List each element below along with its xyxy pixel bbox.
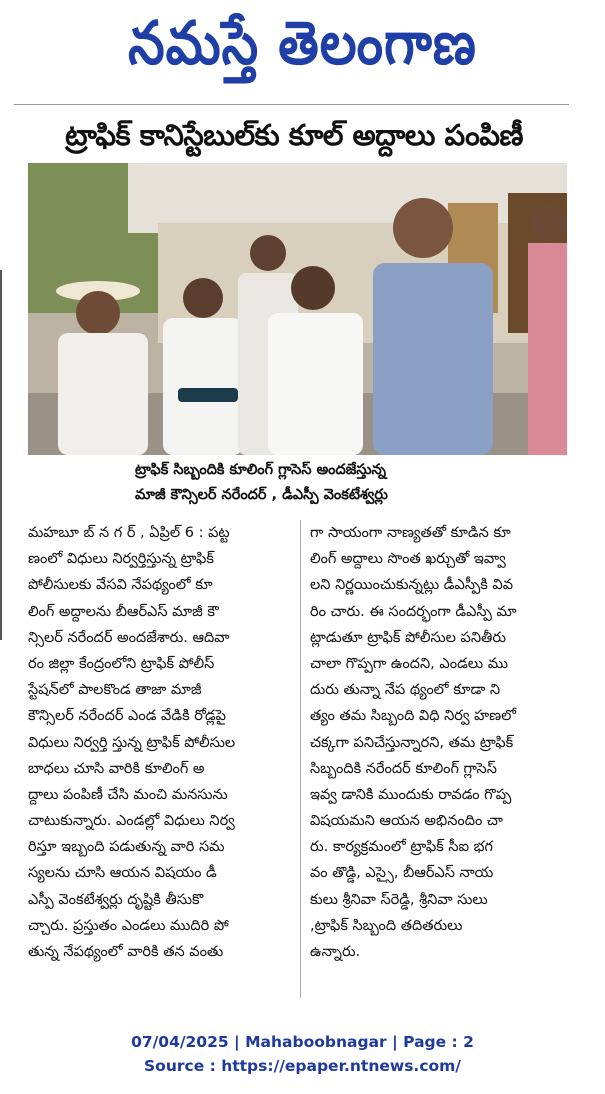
article-line: లింగ్ అద్దాలను బీఆర్ఎస్ మాజీ కౌ [28, 603, 219, 620]
article-line: ఉన్నారు. [310, 944, 361, 960]
article-line: తున్న నేపథ్యంలో వారికి తన వంతు [28, 944, 224, 960]
article-line: దురు తున్నా నేప థ్యంలో కూడా ని [310, 682, 501, 699]
masthead-title: నమస్తే తెలంగాణ [128, 9, 477, 79]
article-headline: ట్రాఫిక్ కానిస్టేబుల్‌కు కూల్ అద్దాలు పంపిణీ [65, 118, 523, 152]
article-line: బాధలు చూసి వారికి కూలింగ్ అ [28, 760, 205, 777]
article-line: చాలా గొప్పగా ఉందని, ఎండలు ము [310, 655, 509, 672]
article-line: లని నిర్ణయించుకున్నట్లు డీఎస్పీకి వివ [310, 577, 514, 594]
article-line: ద్దాలు పంపిణీ చేసి మంచి మనసును [28, 786, 228, 803]
article-line: స్యలను చూసి ఆయన విషయం డీ [28, 865, 217, 882]
page-footer [0, 1030, 605, 1078]
footer-dateline: 07/04/2025 | Mahaboobnagar | Page : 2 [131, 1033, 474, 1051]
article-line: రం జిల్లా కేంద్రంలోని ట్రాఫిక్ పోలీస్ [28, 655, 215, 672]
article-column-left [28, 520, 296, 965]
article-line: చక్కగా పనిచేస్తున్నారని, తమ ట్రాఫిక్ [310, 734, 514, 751]
photo-illustration [28, 163, 567, 455]
article-line: త్యం తమ సిబ్బంది విధి నిర్వ హణలో [310, 708, 516, 725]
article-line: న్సిలర్ నరేందర్ అందజేశారు. ఆదివా [28, 629, 230, 646]
article-column-right [310, 520, 572, 965]
article-line: విధులు నిర్వర్తి స్తున్న ట్రాఫిక్ పోలీసుల [28, 734, 236, 751]
article-line: పోలీసులకు వేసవి నేపథ్యంలో కూ [28, 577, 213, 594]
article-line: రిస్తూ ఇబ్బంది పడుతున్న వారి సమ [28, 839, 225, 856]
article-line: వం తొడ్డి, ఎస్సై, బీఆర్ఎస్ నాయ [310, 865, 494, 882]
column-divider [300, 520, 301, 998]
page-edge-divider [0, 270, 2, 640]
headline-rule [14, 104, 569, 105]
caption-line-1: ట్రాఫిక్ సిబ్బందికి కూలింగ్ గ్లాసెస్ అందజేస్తున్న [135, 462, 387, 478]
article-line: విషయమని ఆయన అభినందిం చా [310, 813, 503, 830]
article-line: చ్చారు. ప్రస్తుతం ఎండలు ముదిరి పో [28, 917, 229, 934]
article-line: ఎస్పీ వెంకటేశ్వర్లు దృష్టికి తీసుకొ [28, 891, 204, 908]
article-line: స్టేషన్‌లో పాలకొండ తాజా మాజీ [28, 682, 202, 699]
article-line: కులు శ్రీనివా స్‌రెడ్డి, శ్రీనివా సులు [310, 891, 488, 908]
article-line: కౌన్సిలర్ నరేందర్ ఎండ వేడికి రోడ్లపై [28, 708, 226, 725]
news-photo [28, 163, 567, 455]
article-line: ఇవ్వ డానికి ముందుకు రావడం గొప్ప [310, 786, 512, 803]
article-line: గా సాయంగా నాణ్యతతో కూడిన కూ [310, 525, 511, 541]
article-line: రిం చారు. ఈ సందర్భంగా డీఎస్పీ మా [310, 603, 517, 620]
article-line: మహబూ బ్ న గ ర్ , ఏప్రిల్ 6 : పట్ట [28, 525, 230, 541]
article-line: ట్లాడుతూ ట్రాఫిక్ పోలీసుల పనితీరు [310, 629, 506, 646]
caption-line-2: మాజీ కౌన్సిలర్ నరేందర్ , డీఎస్పీ వెంకటేశ్వర్లు [135, 487, 388, 503]
article-line: ,ట్రాఫిక్ సిబ్బంది తదితరులు [310, 917, 463, 934]
article-line: చాటుకున్నారు. ఎండల్లో విధులు నిర్వ [28, 813, 235, 830]
article-line: సిబ్బందికి నరేందర్ కూలింగ్ గ్లాసెస్ [310, 760, 497, 777]
article-line: ణంలో విధులు నిర్వర్తిస్తున్న ట్రాఫిక్ [28, 551, 214, 568]
footer-source: Source : https://epaper.ntnews.com/ [144, 1057, 461, 1075]
article-line: రు. కార్యక్రమంలో ట్రాఫిక్ సీఐ భగ [310, 839, 493, 856]
article-line: లింగ్ అద్దాలు సొంత ఖర్చుతో ఇవ్వా [310, 551, 506, 568]
photo-caption [135, 458, 567, 510]
masthead [0, 0, 605, 90]
